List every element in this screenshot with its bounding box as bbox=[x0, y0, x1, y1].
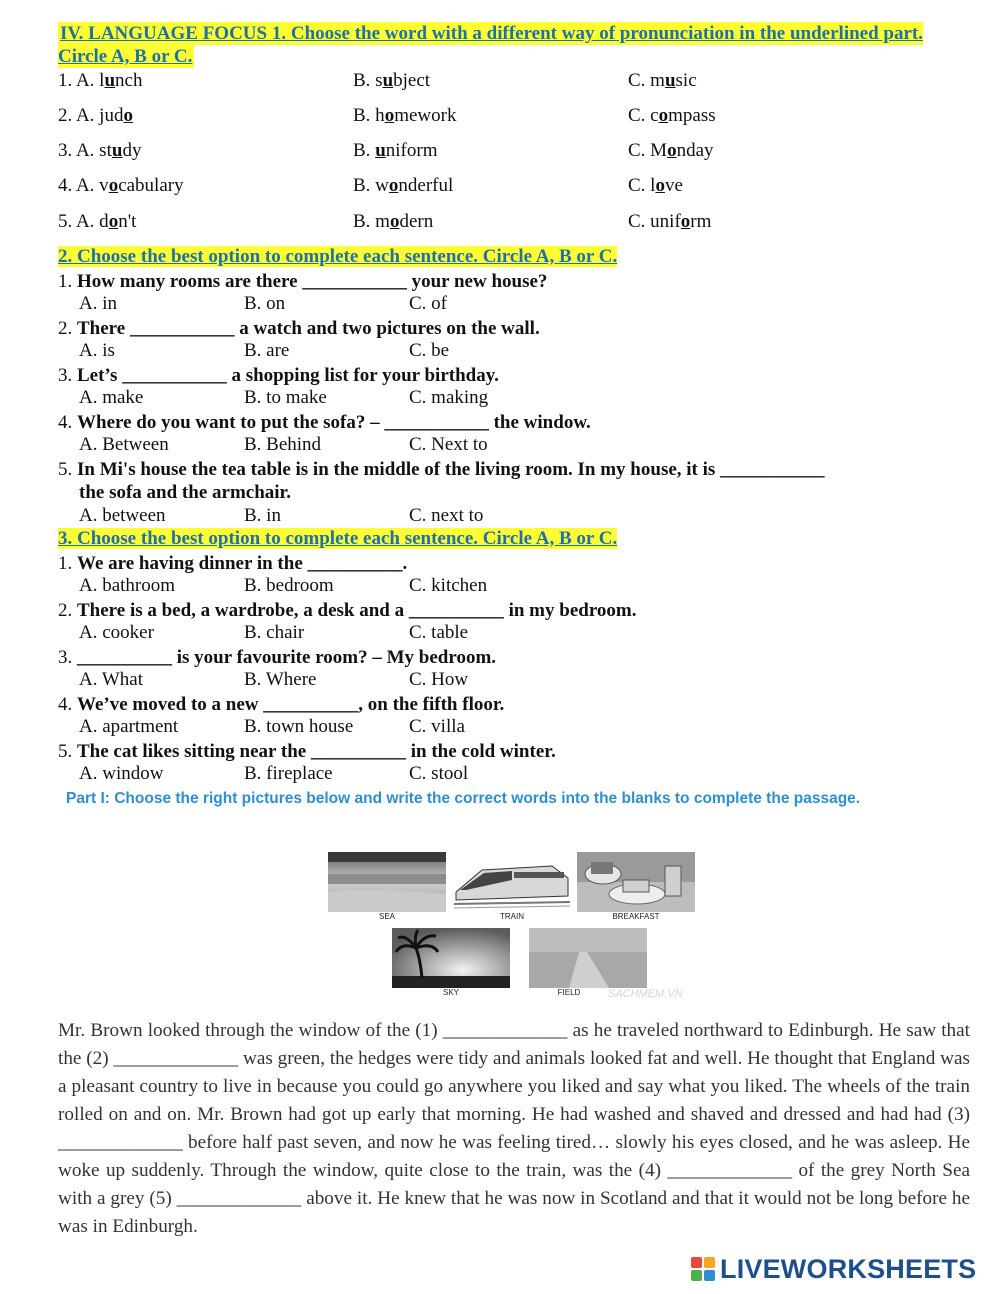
answer-option-b[interactable]: B. chair bbox=[244, 622, 305, 643]
pronunciation-item bbox=[58, 211, 958, 235]
question-text: 5. The cat likes sitting near the __________ in the cold winter. bbox=[58, 741, 556, 762]
train-picture bbox=[452, 856, 572, 912]
underlined-letter: o bbox=[388, 175, 399, 196]
answer-option-a[interactable]: A. make bbox=[79, 387, 144, 408]
pronunciation-option[interactable]: B. modern bbox=[353, 211, 434, 232]
answer-option-c[interactable]: C. making bbox=[409, 387, 489, 408]
question-text: 3. Let’s ___________ a shopping list for your birthday. bbox=[58, 365, 499, 386]
answer-option-c[interactable]: C. be bbox=[409, 340, 450, 361]
answer-option-a[interactable]: A. cooker bbox=[79, 622, 154, 643]
answer-option-a[interactable]: A. apartment bbox=[79, 716, 179, 737]
answer-option-b[interactable]: B. town house bbox=[244, 716, 354, 737]
answer-option-a[interactable]: A. bathroom bbox=[79, 575, 176, 596]
pronunciation-option[interactable]: B. homework bbox=[353, 105, 457, 126]
question-text: 5. In Mi's house the tea table is in the middle of the living room. In my house, it is ___________ bbox=[58, 459, 825, 480]
reading-passage: Mr. Brown looked through the window of the (1) _____________ as he traveled northward to Edinburgh. He saw that the (2) _____________ was green, the hedges were tidy and animals looked fat and well. He thought that England was a pleasant country to live in because you could go anywhere you liked and say what you liked. The wheels of the train rolled on and on. Mr. Brown had got up early that morning. He had washed and shaved and dressed and had had (3) _____________ before half past seven, and now he was feeling tired… slowly his eyes closed, and he was asleep. He woke up suddenly. Through the window, quite close to the train, was the (4) _____________ of the grey North Sea with a grey (5) _____________ above it. He knew that he was now in Scotland and that it would not be long before he was in Edinburgh. bbox=[58, 1020, 970, 1237]
answer-option-c[interactable]: C. Next to bbox=[409, 434, 488, 455]
picture-caption: FIELD bbox=[557, 988, 581, 997]
answer-option-c[interactable]: C. kitchen bbox=[409, 575, 488, 596]
breakfast-picture bbox=[577, 852, 695, 912]
sea-picture bbox=[328, 852, 446, 912]
answer-option-b[interactable]: B. in bbox=[244, 505, 281, 526]
field-picture bbox=[529, 928, 647, 988]
sky-picture bbox=[392, 928, 510, 988]
pronunciation-option[interactable]: 1. A. lunch bbox=[58, 70, 143, 91]
answer-option-a[interactable]: A. in bbox=[79, 293, 117, 314]
pronunciation-option[interactable]: C. Monday bbox=[628, 140, 714, 161]
answer-option-c[interactable]: C. How bbox=[409, 669, 469, 690]
underlined-letter: u bbox=[375, 140, 386, 161]
picture-caption: TRAIN bbox=[500, 912, 524, 921]
part1-instructions: Part I: Choose the right pictures below and write the correct words into the blanks to complete the passage. bbox=[66, 790, 861, 807]
pronunciation-option[interactable]: B. uniform bbox=[353, 140, 438, 161]
answer-options bbox=[79, 716, 679, 739]
answer-options bbox=[79, 622, 679, 645]
answer-options bbox=[79, 434, 679, 457]
answer-option-c[interactable]: C. next to bbox=[409, 505, 484, 526]
pronunciation-option[interactable]: 3. A. study bbox=[58, 140, 142, 161]
picture-caption: SEA bbox=[378, 912, 395, 921]
question-text: 4. We’ve moved to a new __________, on the fifth floor. bbox=[58, 694, 505, 715]
underlined-letter: o bbox=[658, 105, 669, 126]
underlined-letter: o bbox=[667, 140, 677, 161]
underlined-letter: u bbox=[664, 70, 676, 91]
pronunciation-option[interactable]: C. music bbox=[628, 70, 697, 91]
question-text: 3. __________ is your favourite room? – My bedroom. bbox=[58, 647, 497, 668]
answer-options bbox=[79, 340, 679, 363]
liveworksheets-logo[interactable] bbox=[690, 1254, 990, 1286]
watermark: SACHMEM.VN bbox=[608, 988, 683, 1000]
answer-options bbox=[79, 505, 679, 528]
underlined-letter: o bbox=[123, 105, 133, 126]
question-text: 2. There ___________ a watch and two pictures on the wall. bbox=[58, 318, 540, 339]
question-text: 1. How many rooms are there ___________ your new house? bbox=[58, 271, 548, 292]
answer-option-a[interactable]: A. window bbox=[79, 763, 164, 784]
answer-option-c[interactable]: C. villa bbox=[409, 716, 465, 737]
answer-option-a[interactable]: A. is bbox=[79, 340, 115, 361]
underlined-letter: o bbox=[108, 211, 119, 232]
pronunciation-option[interactable]: 2. A. judo bbox=[58, 105, 133, 126]
pronunciation-option[interactable]: 5. A. don't bbox=[58, 211, 137, 232]
underlined-letter: o bbox=[655, 175, 665, 196]
answer-option-c[interactable]: C. of bbox=[409, 293, 447, 314]
answer-options bbox=[79, 575, 679, 598]
pronunciation-option[interactable]: 4. A. vocabulary bbox=[58, 175, 184, 196]
pronunciation-item bbox=[58, 70, 958, 94]
answer-options bbox=[79, 763, 679, 786]
question-text: 1. We are having dinner in the __________. bbox=[58, 553, 408, 574]
logo-text: LIVEWORKSHEETS bbox=[720, 1254, 977, 1284]
section2-title: 2. Choose the best option to complete each sentence. Circle A, B or C. bbox=[58, 246, 618, 267]
pronunciation-item bbox=[58, 105, 958, 129]
answer-option-b[interactable]: B. Where bbox=[244, 669, 317, 690]
underlined-letter: o bbox=[389, 211, 400, 232]
picture-caption: SKY bbox=[442, 988, 459, 997]
answer-option-b[interactable]: B. to make bbox=[244, 387, 327, 408]
pronunciation-option[interactable]: C. love bbox=[628, 175, 683, 196]
underlined-letter: o bbox=[384, 105, 395, 126]
section3-title: 3. Choose the best option to complete each sentence. Circle A, B or C. bbox=[58, 528, 618, 549]
answer-option-b[interactable]: B. Behind bbox=[244, 434, 322, 455]
answer-options bbox=[79, 387, 679, 410]
liveworksheets-logo-icon bbox=[690, 1256, 716, 1282]
answer-options bbox=[79, 669, 679, 692]
answer-option-a[interactable]: A. between bbox=[79, 505, 166, 526]
picture-caption: BREAKFAST bbox=[612, 912, 660, 921]
underlined-letter: o bbox=[680, 211, 691, 232]
answer-option-b[interactable]: B. on bbox=[244, 293, 286, 314]
answer-option-a[interactable]: A. What bbox=[79, 669, 144, 690]
answer-option-c[interactable]: C. stool bbox=[409, 763, 469, 784]
question-text-continued: the sofa and the armchair. bbox=[79, 482, 291, 503]
pronunciation-item bbox=[58, 140, 958, 164]
answer-option-a[interactable]: A. Between bbox=[79, 434, 169, 455]
underlined-letter: u bbox=[104, 70, 116, 91]
question-text: 4. Where do you want to put the sofa? – ___________ the window. bbox=[58, 412, 591, 433]
underlined-letter: u bbox=[111, 140, 123, 161]
answer-option-b[interactable]: B. fireplace bbox=[244, 763, 333, 784]
section1-title: IV. LANGUAGE FOCUS 1. Choose the word with a different way of pronunciation in the underlined part. Circle A, B or C. bbox=[58, 23, 923, 67]
question-text: 2. There is a bed, a wardrobe, a desk and a __________ in my bedroom. bbox=[58, 600, 637, 621]
answer-option-b[interactable]: B. bedroom bbox=[244, 575, 334, 596]
pronunciation-item bbox=[58, 175, 958, 199]
pronunciation-option[interactable]: B. wonderful bbox=[353, 175, 454, 196]
answer-option-b[interactable]: B. are bbox=[244, 340, 290, 361]
underlined-letter: o bbox=[108, 175, 119, 196]
underlined-letter: u bbox=[382, 70, 394, 91]
answer-option-c[interactable]: C. table bbox=[409, 622, 469, 643]
pronunciation-option[interactable]: C. uniform bbox=[628, 211, 712, 232]
answer-options bbox=[79, 293, 679, 316]
pronunciation-option[interactable]: C. compass bbox=[628, 105, 716, 126]
pronunciation-option[interactable]: B. subject bbox=[353, 70, 431, 91]
